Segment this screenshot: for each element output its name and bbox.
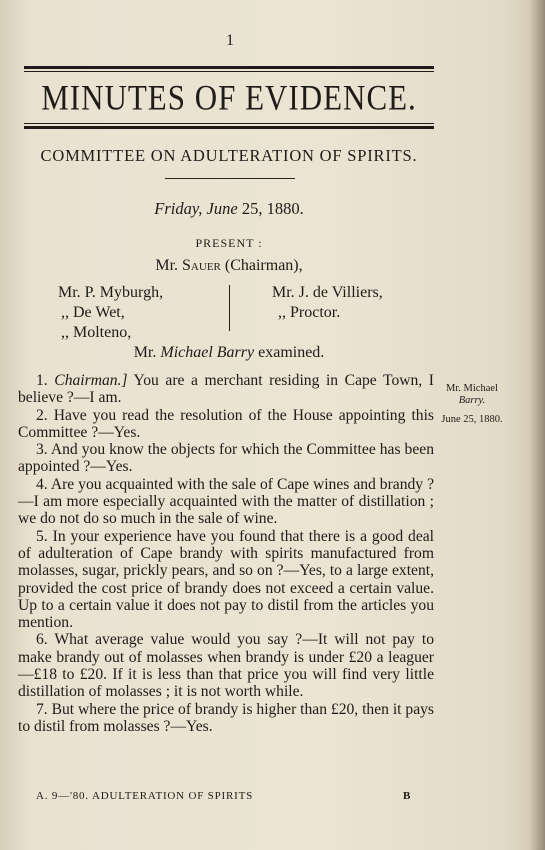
top-rule-thick [24, 66, 434, 69]
question-text: What average value would you say ?—It will not pay to make brandy out of molasses when brandy is under £20 a leaguer—£18 to £20. If it is less than that price you will find very little distillation of molasses ; it is not worth while. [18, 631, 434, 701]
question-number: 3. [36, 441, 48, 459]
footer-signature-mark: B [403, 790, 412, 802]
section-divider [165, 178, 295, 179]
chairman-line [24, 257, 434, 275]
witness-examined-line [24, 344, 434, 362]
question-number: 7. [36, 700, 48, 718]
margin-witness-note [438, 383, 506, 407]
top-rule-thin [24, 71, 434, 72]
date-rest: 25, 1880. [241, 199, 304, 218]
margin-witness-line1: Mr. Michael [446, 383, 498, 394]
question-paragraph [18, 631, 434, 700]
question-paragraph [18, 372, 434, 407]
evidence-body [18, 372, 434, 735]
members-left-column [58, 283, 163, 343]
page-number: 1 [226, 32, 234, 49]
question-paragraph [18, 528, 434, 632]
question-text: You are a merchant residing in Cape Town, I believe ?—I am. [18, 372, 434, 407]
members-right-column [272, 283, 383, 323]
question-paragraph [18, 476, 434, 528]
question-text: But where the price of brandy is higher than £20, then it pays to distil from molasses ?—Yes. [18, 700, 434, 735]
question-number: 2. [36, 406, 48, 424]
examined-prefix: Mr. [133, 344, 157, 361]
question-text: Are you acquainted with the sale of Cape wines and brandy ?—I am more especially acquainted with the matter of distillation ; we do not do so much in the sale of wine. [18, 475, 434, 528]
examined-suffix: examined. [258, 344, 325, 361]
question-speaker: Chairman.] [54, 372, 128, 389]
question-text: And you know the objects for which the Committee has been appointed ?—Yes. [18, 441, 434, 476]
present-label: PRESENT : [195, 236, 263, 250]
chairman-name: Sauer [182, 257, 221, 274]
title-rule-thin [24, 123, 434, 124]
committee-heading: COMMITTEE ON ADULTERATION OF SPIRITS. [40, 146, 418, 165]
question-number: 6. [36, 631, 48, 649]
question-paragraph [18, 441, 434, 476]
hearing-date [24, 199, 434, 219]
date-day: Friday, [154, 199, 203, 218]
footer-reference: A. 9—'80. [36, 790, 89, 802]
witness-name: Michael Barry [160, 344, 255, 361]
title-rule-thick [24, 126, 434, 129]
page-title: MINUTES OF EVIDENCE. [41, 77, 417, 118]
margin-witness-line2: Barry. [458, 395, 486, 406]
date-month: June [206, 199, 238, 218]
question-paragraph [18, 407, 434, 442]
question-number: 5. [36, 527, 48, 545]
member-entry: Mr. J. de Villiers, [272, 284, 383, 301]
member-entry: Mr. P. Myburgh, [58, 284, 164, 301]
chairman-prefix: Mr. [155, 257, 179, 274]
page-edge-shadow [529, 0, 545, 850]
members-divider [229, 285, 230, 331]
question-text: In your experience have you found that there is a good deal of adulteration of Cape brandy with spirits manufactured from molasses, sugar, prickly pears, and so on ?—Yes, to a large extent, provided the cost price of brandy does not exceed a certain value. Up to a certain value it does not pay to distil from the articles you mention. [18, 527, 434, 632]
question-number: 1. [36, 372, 48, 389]
member-entry: ,, Molteno, [61, 324, 132, 341]
member-entry: ,, Proctor. [278, 304, 341, 321]
margin-date-note: June 25, 1880. [441, 414, 503, 425]
question-paragraph [18, 701, 434, 736]
question-text: Have you read the resolution of the House appointing this Committee ?—Yes. [18, 406, 434, 441]
question-number: 4. [36, 475, 48, 493]
member-entry: ,, De Wet, [61, 304, 125, 321]
footer-title: ADULTERATION OF SPIRITS [92, 790, 254, 802]
chairman-suffix: (Chairman), [224, 257, 303, 274]
